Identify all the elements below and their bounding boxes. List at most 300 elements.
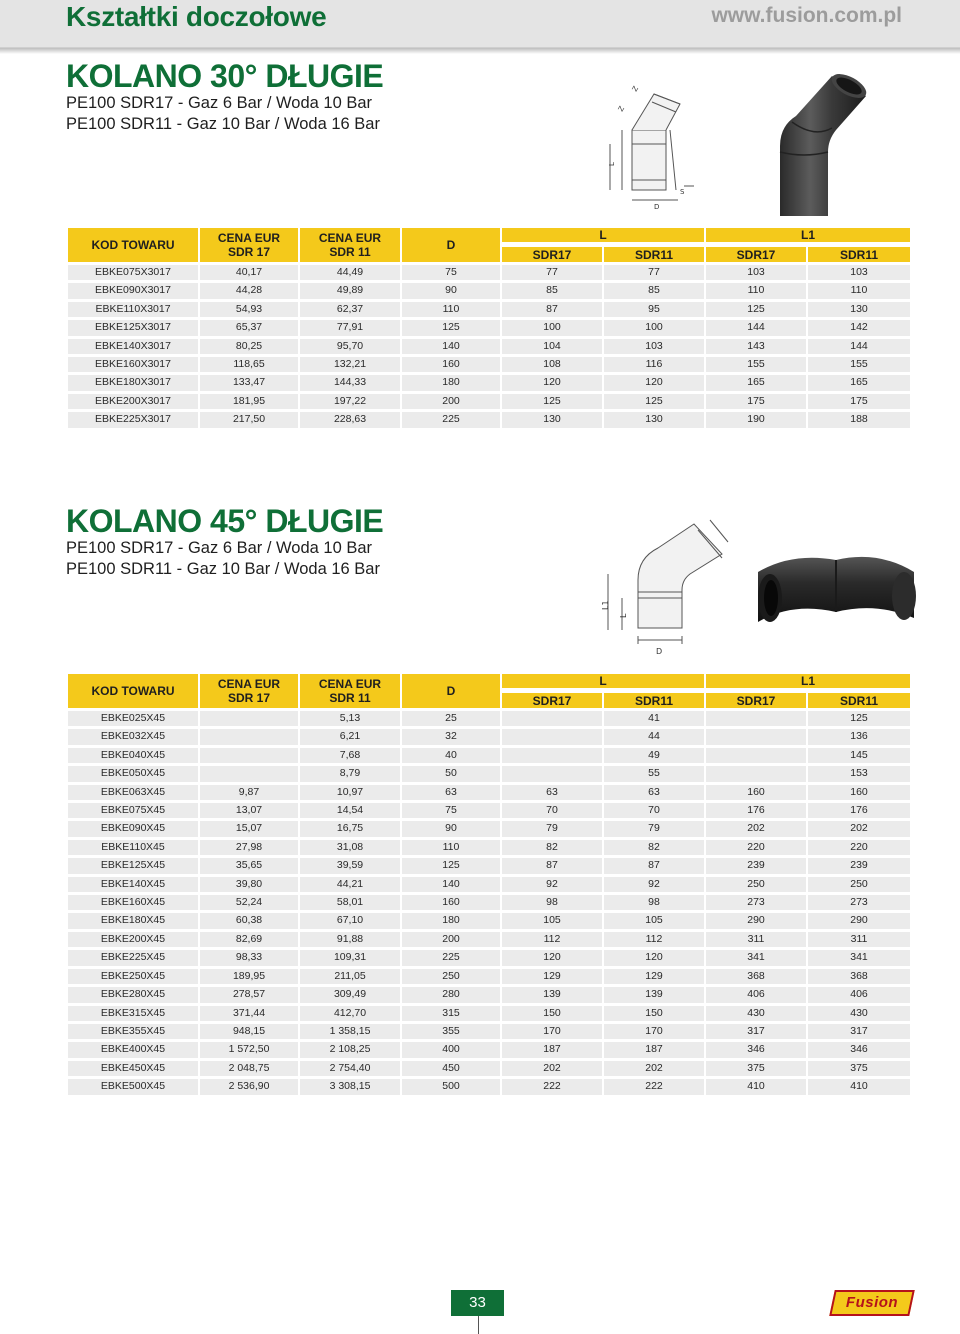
cell-l-sdr11: 120 xyxy=(602,950,704,965)
cell-l1-sdr17: 273 xyxy=(704,895,806,910)
col-header-l-sdr17: SDR17 xyxy=(500,693,602,708)
elbow-45-table-body xyxy=(68,711,910,1095)
page-number: 33 xyxy=(451,1290,504,1316)
cell-d: 125 xyxy=(400,858,500,873)
col-group-l1: L1 xyxy=(704,674,910,690)
cell-l1-sdr17: 144 xyxy=(704,320,806,335)
cell-kod-towaru: EBKE250X45 xyxy=(68,969,198,984)
cell-kod-towaru: EBKE225X45 xyxy=(68,950,198,965)
cell-d: 250 xyxy=(400,969,500,984)
cell-l-sdr11: 170 xyxy=(602,1024,704,1039)
cell-d: 500 xyxy=(400,1079,500,1094)
cell-cena-sdr17: 52,24 xyxy=(198,895,298,910)
cell-l1-sdr17: 368 xyxy=(704,969,806,984)
cell-cena-sdr17 xyxy=(198,766,298,781)
table-row xyxy=(68,766,910,781)
table-row xyxy=(68,1006,910,1021)
cell-cena-sdr11: 44,49 xyxy=(298,265,400,280)
cell-cena-sdr11: 16,75 xyxy=(298,821,400,836)
table-row xyxy=(68,412,910,427)
table-row xyxy=(68,729,910,744)
cell-d: 140 xyxy=(400,339,500,354)
table-row xyxy=(68,821,910,836)
cell-l1-sdr17: 239 xyxy=(704,858,806,873)
cell-l-sdr11: 125 xyxy=(602,394,704,409)
cell-kod-towaru: EBKE160X45 xyxy=(68,895,198,910)
cell-l1-sdr11: 311 xyxy=(806,932,910,947)
cell-l-sdr11: 100 xyxy=(602,320,704,335)
table-row xyxy=(68,913,910,928)
table-row xyxy=(68,803,910,818)
cell-kod-towaru: EBKE140X45 xyxy=(68,877,198,892)
cell-l-sdr11: 130 xyxy=(602,412,704,427)
table-row xyxy=(68,302,910,317)
cell-d: 110 xyxy=(400,302,500,317)
cell-l-sdr11: 98 xyxy=(602,895,704,910)
cell-cena-sdr11: 5,13 xyxy=(298,711,400,726)
cell-d: 180 xyxy=(400,913,500,928)
cell-l1-sdr17: 317 xyxy=(704,1024,806,1039)
col-header-l1-sdr11: SDR11 xyxy=(806,247,910,262)
cell-l-sdr11: 49 xyxy=(602,748,704,763)
cell-l1-sdr11: 155 xyxy=(806,357,910,372)
cell-cena-sdr11: 1 358,15 xyxy=(298,1024,400,1039)
table-row xyxy=(68,1024,910,1039)
cell-d: 450 xyxy=(400,1061,500,1076)
cell-l-sdr17: 98 xyxy=(500,895,602,910)
cell-kod-towaru: EBKE280X45 xyxy=(68,987,198,1002)
cell-cena-sdr17: 948,15 xyxy=(198,1024,298,1039)
cell-l1-sdr11: 430 xyxy=(806,1006,910,1021)
cell-l1-sdr17: 110 xyxy=(704,283,806,298)
col-header-cena-sdr11 xyxy=(298,228,400,262)
cell-l1-sdr11: 110 xyxy=(806,283,910,298)
cell-l-sdr11: 202 xyxy=(602,1061,704,1076)
cell-l1-sdr17: 190 xyxy=(704,412,806,427)
table-row xyxy=(68,357,910,372)
table-row xyxy=(68,932,910,947)
cell-kod-towaru: EBKE110X3017 xyxy=(68,302,198,317)
cell-kod-towaru: EBKE050X45 xyxy=(68,766,198,781)
cell-l1-sdr17: 430 xyxy=(704,1006,806,1021)
cell-l-sdr17: 129 xyxy=(500,969,602,984)
drawing-label-d: D xyxy=(654,203,660,210)
cell-l1-sdr11: 410 xyxy=(806,1079,910,1094)
cell-kod-towaru: EBKE125X45 xyxy=(68,858,198,873)
cell-kod-towaru: EBKE200X3017 xyxy=(68,394,198,409)
cell-l1-sdr11: 176 xyxy=(806,803,910,818)
cell-cena-sdr17: 217,50 xyxy=(198,412,298,427)
cell-kod-towaru: EBKE500X45 xyxy=(68,1079,198,1094)
cell-l1-sdr11: 125 xyxy=(806,711,910,726)
cell-l1-sdr17: 125 xyxy=(704,302,806,317)
cell-l-sdr11: 79 xyxy=(602,821,704,836)
cell-l-sdr11: 41 xyxy=(602,711,704,726)
elbow-45-spec-table xyxy=(68,671,910,1098)
cell-l1-sdr17: 341 xyxy=(704,950,806,965)
cell-cena-sdr11: 31,08 xyxy=(298,840,400,855)
cell-l-sdr17: 202 xyxy=(500,1061,602,1076)
cell-l-sdr17: 79 xyxy=(500,821,602,836)
cell-l1-sdr11: 175 xyxy=(806,394,910,409)
cell-l-sdr11: 222 xyxy=(602,1079,704,1094)
cell-l1-sdr11: 220 xyxy=(806,840,910,855)
col-header-cena-sdr17-line2: SDR 17 xyxy=(227,245,271,259)
cell-l1-sdr11: 130 xyxy=(806,302,910,317)
drawing-label-l: L xyxy=(619,613,628,618)
table-row xyxy=(68,1061,910,1076)
cell-l1-sdr11: 317 xyxy=(806,1024,910,1039)
cell-l1-sdr11: 341 xyxy=(806,950,910,965)
cell-l-sdr17: 85 xyxy=(500,283,602,298)
table-row xyxy=(68,987,910,1002)
cell-kod-towaru: EBKE450X45 xyxy=(68,1061,198,1076)
drawing-label-l: L xyxy=(608,162,616,166)
col-header-cena-sdr17 xyxy=(198,674,298,708)
cell-l1-sdr17 xyxy=(704,748,806,763)
col-group-l: L xyxy=(500,674,704,690)
cell-l-sdr17: 82 xyxy=(500,840,602,855)
cell-d: 160 xyxy=(400,357,500,372)
cell-cena-sdr11: 49,89 xyxy=(298,283,400,298)
cell-l1-sdr17: 165 xyxy=(704,375,806,390)
cell-cena-sdr17: 27,98 xyxy=(198,840,298,855)
cell-l-sdr11: 120 xyxy=(602,375,704,390)
cell-l-sdr17: 130 xyxy=(500,412,602,427)
cell-l-sdr11: 85 xyxy=(602,283,704,298)
table-row xyxy=(68,320,910,335)
cell-kod-towaru: EBKE075X45 xyxy=(68,803,198,818)
cell-cena-sdr11: 91,88 xyxy=(298,932,400,947)
cell-l-sdr11: 92 xyxy=(602,877,704,892)
cell-cena-sdr11: 132,21 xyxy=(298,357,400,372)
cell-l-sdr17: 170 xyxy=(500,1024,602,1039)
section-1-title: KOLANO 30° DŁUGIE xyxy=(66,58,384,94)
col-header-cena-sdr11-line2: SDR 11 xyxy=(329,245,371,259)
section-2-subtitle-2: PE100 SDR11 - Gaz 10 Bar / Woda 16 Bar xyxy=(66,560,380,578)
cell-l1-sdr17: 220 xyxy=(704,840,806,855)
cell-kod-towaru: EBKE180X45 xyxy=(68,913,198,928)
cell-cena-sdr17: 133,47 xyxy=(198,375,298,390)
cell-cena-sdr11: 77,91 xyxy=(298,320,400,335)
cell-kod-towaru: EBKE200X45 xyxy=(68,932,198,947)
col-header-cena-sdr17 xyxy=(198,228,298,262)
elbow-30-table-body xyxy=(68,265,910,428)
cell-cena-sdr11: 67,10 xyxy=(298,913,400,928)
cell-cena-sdr11: 2 108,25 xyxy=(298,1042,400,1057)
table-row xyxy=(68,877,910,892)
cell-l-sdr17: 105 xyxy=(500,913,602,928)
cell-cena-sdr17: 40,17 xyxy=(198,265,298,280)
cell-l-sdr17: 63 xyxy=(500,785,602,800)
col-header-l1-sdr17: SDR17 xyxy=(704,247,806,262)
elbow-45-technical-drawing xyxy=(598,518,730,658)
cell-l-sdr17: 92 xyxy=(500,877,602,892)
cell-d: 200 xyxy=(400,932,500,947)
cell-cena-sdr11: 10,97 xyxy=(298,785,400,800)
table-row xyxy=(68,339,910,354)
cell-cena-sdr17: 54,93 xyxy=(198,302,298,317)
cell-l-sdr11: 44 xyxy=(602,729,704,744)
cell-kod-towaru: EBKE032X45 xyxy=(68,729,198,744)
elbow-30-product-photo xyxy=(770,68,878,218)
cell-d: 280 xyxy=(400,987,500,1002)
section-1-subtitle-2: PE100 SDR11 - Gaz 10 Bar / Woda 16 Bar xyxy=(66,115,380,133)
cell-l-sdr11: 129 xyxy=(602,969,704,984)
header-shadow xyxy=(0,48,960,54)
table-row xyxy=(68,394,910,409)
cell-cena-sdr11: 412,70 xyxy=(298,1006,400,1021)
cell-l-sdr17 xyxy=(500,729,602,744)
cell-d: 225 xyxy=(400,412,500,427)
cell-d: 40 xyxy=(400,748,500,763)
col-header-cena-sdr11 xyxy=(298,674,400,708)
cell-kod-towaru: EBKE025X45 xyxy=(68,711,198,726)
table-row xyxy=(68,950,910,965)
website-link[interactable]: www.fusion.com.pl xyxy=(711,4,902,27)
cell-d: 110 xyxy=(400,840,500,855)
cell-kod-towaru: EBKE140X3017 xyxy=(68,339,198,354)
cell-cena-sdr11: 39,59 xyxy=(298,858,400,873)
section-1-subtitle-1: PE100 SDR17 - Gaz 6 Bar / Woda 10 Bar xyxy=(66,94,373,112)
cell-kod-towaru: EBKE180X3017 xyxy=(68,375,198,390)
col-header-cena-sdr17-line2: SDR 17 xyxy=(227,691,271,705)
cell-l-sdr17 xyxy=(500,748,602,763)
table-row xyxy=(68,840,910,855)
cell-l1-sdr17: 346 xyxy=(704,1042,806,1057)
elbow-30-technical-drawing xyxy=(592,82,704,210)
cell-l-sdr11: 103 xyxy=(602,339,704,354)
cell-l1-sdr11: 144 xyxy=(806,339,910,354)
cell-kod-towaru: EBKE400X45 xyxy=(68,1042,198,1057)
drawing-label-d: D xyxy=(656,647,663,656)
cell-l-sdr17 xyxy=(500,766,602,781)
cell-l-sdr11: 139 xyxy=(602,987,704,1002)
cell-l-sdr17: 104 xyxy=(500,339,602,354)
cell-l-sdr11: 150 xyxy=(602,1006,704,1021)
cell-d: 160 xyxy=(400,895,500,910)
brand-logo-text: Fusion xyxy=(845,1294,899,1311)
cell-l1-sdr11: 142 xyxy=(806,320,910,335)
cell-cena-sdr17: 98,33 xyxy=(198,950,298,965)
table-row xyxy=(68,1079,910,1094)
cell-cena-sdr11: 144,33 xyxy=(298,375,400,390)
cell-cena-sdr11: 3 308,15 xyxy=(298,1079,400,1094)
cell-cena-sdr17 xyxy=(198,729,298,744)
cell-cena-sdr17: 278,57 xyxy=(198,987,298,1002)
drawing-label-s: S xyxy=(680,188,685,196)
cell-l-sdr17: 108 xyxy=(500,357,602,372)
table-row xyxy=(68,375,910,390)
cell-cena-sdr11: 6,21 xyxy=(298,729,400,744)
cell-cena-sdr17: 9,87 xyxy=(198,785,298,800)
cell-cena-sdr17: 13,07 xyxy=(198,803,298,818)
cell-l1-sdr17: 202 xyxy=(704,821,806,836)
cell-d: 125 xyxy=(400,320,500,335)
cell-cena-sdr11: 14,54 xyxy=(298,803,400,818)
table-row xyxy=(68,969,910,984)
elbow-30-spec-table xyxy=(68,225,910,431)
cell-d: 32 xyxy=(400,729,500,744)
cell-l1-sdr17: 160 xyxy=(704,785,806,800)
table-row xyxy=(68,1042,910,1057)
cell-kod-towaru: EBKE110X45 xyxy=(68,840,198,855)
drawing-label-l1: L1 xyxy=(601,600,610,610)
cell-l1-sdr17: 250 xyxy=(704,877,806,892)
cell-d: 180 xyxy=(400,375,500,390)
cell-cena-sdr11: 2 754,40 xyxy=(298,1061,400,1076)
cell-l-sdr11: 112 xyxy=(602,932,704,947)
elbow-45-product-photo xyxy=(752,538,920,638)
cell-l1-sdr11: 145 xyxy=(806,748,910,763)
table-row xyxy=(68,785,910,800)
cell-cena-sdr17 xyxy=(198,748,298,763)
cell-cena-sdr11: 44,21 xyxy=(298,877,400,892)
table-row xyxy=(68,265,910,280)
cell-cena-sdr17 xyxy=(198,711,298,726)
cell-cena-sdr11: 109,31 xyxy=(298,950,400,965)
cell-cena-sdr17: 118,65 xyxy=(198,357,298,372)
table-row xyxy=(68,858,910,873)
col-header-l-sdr11: SDR11 xyxy=(602,693,704,708)
cell-cena-sdr11: 95,70 xyxy=(298,339,400,354)
page-number-line xyxy=(478,1316,479,1334)
drawing-label-z-mid: Z xyxy=(616,104,627,113)
cell-cena-sdr17: 82,69 xyxy=(198,932,298,947)
cell-l-sdr11: 187 xyxy=(602,1042,704,1057)
cell-l-sdr17: 139 xyxy=(500,987,602,1002)
cell-kod-towaru: EBKE063X45 xyxy=(68,785,198,800)
page-header-title: Kształtki doczołowe xyxy=(66,1,327,32)
cell-d: 90 xyxy=(400,283,500,298)
cell-l1-sdr11: 406 xyxy=(806,987,910,1002)
cell-l-sdr17: 187 xyxy=(500,1042,602,1057)
cell-cena-sdr11: 309,49 xyxy=(298,987,400,1002)
cell-cena-sdr17: 1 572,50 xyxy=(198,1042,298,1057)
cell-kod-towaru: EBKE225X3017 xyxy=(68,412,198,427)
cell-l-sdr11: 63 xyxy=(602,785,704,800)
cell-l-sdr11: 55 xyxy=(602,766,704,781)
cell-l1-sdr17: 155 xyxy=(704,357,806,372)
cell-cena-sdr11: 8,79 xyxy=(298,766,400,781)
cell-d: 75 xyxy=(400,803,500,818)
cell-l-sdr17: 100 xyxy=(500,320,602,335)
cell-l1-sdr11: 188 xyxy=(806,412,910,427)
cell-l-sdr17: 150 xyxy=(500,1006,602,1021)
col-group-l1: L1 xyxy=(704,228,910,244)
cell-l1-sdr11: 165 xyxy=(806,375,910,390)
cell-d: 90 xyxy=(400,821,500,836)
cell-d: 200 xyxy=(400,394,500,409)
cell-l1-sdr11: 153 xyxy=(806,766,910,781)
cell-cena-sdr17: 2 048,75 xyxy=(198,1061,298,1076)
cell-kod-towaru: EBKE315X45 xyxy=(68,1006,198,1021)
cell-cena-sdr17: 181,95 xyxy=(198,394,298,409)
col-header-cena-sdr11-line1: CENA EUR xyxy=(318,677,382,691)
cell-cena-sdr17: 80,25 xyxy=(198,339,298,354)
cell-cena-sdr11: 197,22 xyxy=(298,394,400,409)
col-header-cena-sdr11-line2: SDR 11 xyxy=(329,691,371,705)
cell-d: 25 xyxy=(400,711,500,726)
cell-l-sdr17 xyxy=(500,711,602,726)
col-header-cena-sdr17-line1: CENA EUR xyxy=(217,677,281,691)
cell-l1-sdr17 xyxy=(704,766,806,781)
table-row xyxy=(68,283,910,298)
cell-cena-sdr11: 211,05 xyxy=(298,969,400,984)
cell-cena-sdr11: 228,63 xyxy=(298,412,400,427)
cell-d: 355 xyxy=(400,1024,500,1039)
cell-l-sdr11: 77 xyxy=(602,265,704,280)
cell-l1-sdr17: 176 xyxy=(704,803,806,818)
col-header-kod-towaru: KOD TOWARU xyxy=(68,228,198,262)
section-2-subtitle-1: PE100 SDR17 - Gaz 6 Bar / Woda 10 Bar xyxy=(66,539,373,557)
cell-l-sdr17: 120 xyxy=(500,950,602,965)
cell-kod-towaru: EBKE090X45 xyxy=(68,821,198,836)
cell-l-sdr17: 120 xyxy=(500,375,602,390)
table-row xyxy=(68,895,910,910)
cell-l-sdr17: 77 xyxy=(500,265,602,280)
cell-l-sdr11: 116 xyxy=(602,357,704,372)
brand-logo xyxy=(829,1290,915,1316)
cell-l1-sdr11: 250 xyxy=(806,877,910,892)
cell-kod-towaru: EBKE355X45 xyxy=(68,1024,198,1039)
table-row xyxy=(68,711,910,726)
cell-l1-sdr11: 103 xyxy=(806,265,910,280)
cell-l-sdr11: 95 xyxy=(602,302,704,317)
cell-l1-sdr17: 175 xyxy=(704,394,806,409)
cell-l1-sdr17 xyxy=(704,711,806,726)
section-2-title: KOLANO 45° DŁUGIE xyxy=(66,503,384,539)
cell-cena-sdr17: 189,95 xyxy=(198,969,298,984)
cell-cena-sdr17: 44,28 xyxy=(198,283,298,298)
cell-d: 315 xyxy=(400,1006,500,1021)
cell-l1-sdr11: 160 xyxy=(806,785,910,800)
cell-l-sdr17: 70 xyxy=(500,803,602,818)
cell-d: 225 xyxy=(400,950,500,965)
cell-l1-sdr11: 136 xyxy=(806,729,910,744)
col-header-l-sdr11: SDR11 xyxy=(602,247,704,262)
cell-l1-sdr17: 375 xyxy=(704,1061,806,1076)
cell-d: 50 xyxy=(400,766,500,781)
cell-l1-sdr11: 273 xyxy=(806,895,910,910)
cell-l1-sdr11: 368 xyxy=(806,969,910,984)
cell-cena-sdr17: 2 536,90 xyxy=(198,1079,298,1094)
cell-l-sdr17: 87 xyxy=(500,302,602,317)
cell-l1-sdr17: 406 xyxy=(704,987,806,1002)
cell-kod-towaru: EBKE125X3017 xyxy=(68,320,198,335)
cell-l1-sdr11: 290 xyxy=(806,913,910,928)
cell-kod-towaru: EBKE090X3017 xyxy=(68,283,198,298)
cell-l-sdr17: 125 xyxy=(500,394,602,409)
cell-cena-sdr17: 15,07 xyxy=(198,821,298,836)
cell-l-sdr17: 112 xyxy=(500,932,602,947)
cell-cena-sdr17: 60,38 xyxy=(198,913,298,928)
col-header-cena-sdr17-line1: CENA EUR xyxy=(217,231,281,245)
cell-cena-sdr17: 39,80 xyxy=(198,877,298,892)
cell-l-sdr17: 87 xyxy=(500,858,602,873)
cell-d: 63 xyxy=(400,785,500,800)
col-group-l: L xyxy=(500,228,704,244)
col-header-l1-sdr11: SDR11 xyxy=(806,693,910,708)
cell-l-sdr11: 70 xyxy=(602,803,704,818)
cell-l-sdr11: 82 xyxy=(602,840,704,855)
cell-d: 75 xyxy=(400,265,500,280)
col-header-d: D xyxy=(400,228,500,262)
cell-cena-sdr11: 58,01 xyxy=(298,895,400,910)
cell-kod-towaru: EBKE160X3017 xyxy=(68,357,198,372)
col-header-l-sdr17: SDR17 xyxy=(500,247,602,262)
cell-l-sdr17: 222 xyxy=(500,1079,602,1094)
